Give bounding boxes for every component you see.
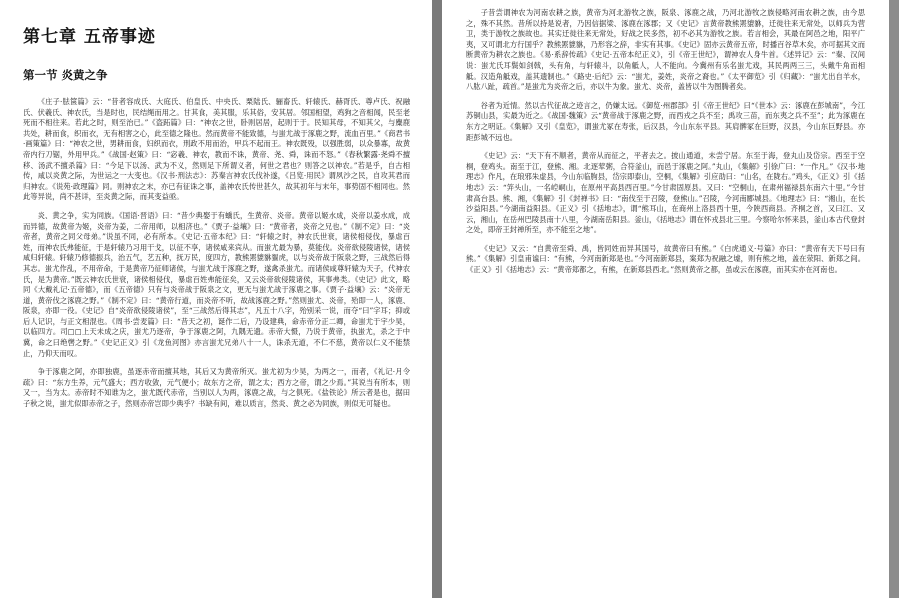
right-paragraph-2: 谷者为近情。然以古代征战之迹言之，仍嫌太远。《御览·州郡部》引《帝王世纪》曰“《世本》云：涿鹿在彭城南”，今江苏铜山县，实最为近之。《战国·魏策》云“黄帝战于涿鹿之野，而西戎之兵不至；禹攻三苗，而东夷之兵不至”；此为涿鹿在东方之明证。《集解》又引《皇览》，谓蚩尤冢在寿张，后汉县，今山东东平县。其肩髀冢在巨野，汉县，今山东巨野县。亦距彭城不远也。 (466, 100, 865, 142)
left-paragraph-2: 炎、黄之争，实为同族。《国语·晋语》曰：“昔少典娶于有蟜氏，生黄帝、炎帝。黄帝以姬水成，炎帝以姜水成，成而异德，故黄帝为姬，炎帝为姜，二帝用师，以相济也。”《贾子·益壤》曰：“黄帝者，炎帝之兄也。”《制不定》曰：“炎帝者，黄帝之同父母弟。”说虽不同，必有所本。《史记·五帝本纪》曰：“轩辕之时，神农氏世衰，诸侯相侵伐，暴虐百姓，而神农氏弗能征，于是轩辕乃习用干戈，以征不享，诸侯咸来宾从。而蚩尤最为暴，莫能伐。炎帝欲侵陵诸侯，诸侯咸归轩辕。轩辕乃修德振兵，治五气，艺五种，抚万民，度四方，教熊罴貔貅貙虎，以与炎帝战于阪泉之野，三战然后得其志。蚩尤作乱，不用帝命，于是黄帝乃征师诸侯，与蚩尤战于涿鹿之野，遂禽杀蚩尤。而诸侯咸尊轩辕为天子，代神农氏，是为黄帝。”既云神农氏世衰，诸侯相侵伐，暴虐百姓弗能征矣，又云炎帝欲侵陵诸侯，其事弗类。《史记》此文，略同《大戴礼记·五帝德》，而《五帝德》只有与炎帝战于阪泉之文，更无与蚩尤战于涿鹿之事。《贾子·益壤》云：“炎帝无道，黄帝伐之涿鹿之野。”《制不定》曰：“黄帝行道，而炎帝不听，故战涿鹿之野。”然则蚩尤、炎帝，殆即一人，涿鹿、阪泉，亦即一役。《史记》自“炎帝欲侵陵诸侯”，至“三战然后得其志”，凡五十八字，殆别采一说，而夺“曰”字耳；抑或后人记识，与正文相混也。《周书·尝麦篇》曰：“昔天之初，诞作二后，乃设建典，命赤帝分正二卿，命蚩尤于宇少昊，以临四方。司□□上天未成之庆，蚩尤乃逐帝，争于涿鹿之阿，九隅无遗。赤帝大慑，乃说于黄帝，执蚩尤，杀之于中冀，命之曰绝辔之野。”《史记正义》引《龙鱼河图》亦言蚩尤兄弟八十一人，诛杀无道，不仁不慈，黄帝以仁义不能禁止，乃仰天而叹。 (23, 210, 410, 358)
right-paragraph-1: 子昔尝谓神农为河南农耕之族，黄帝为河北游牧之族，阪泉、涿鹿之战，乃河北游牧之族侵略河南农耕之族，由今思之，殊不其然。昔所以持是说者，乃因信据梁、涿鹿在涿郡；又《史记》言黄帝教熊罴貔貅，迁徙往来无常处，以师兵为营卫，类于游牧之族故也。其实迁徙往来无常处，好战之民多然，初不必其为游牧之族。若言相会，其最在阿邑之地，阳平广夷，又可谓北方行国乎？教熊罴貔貅，乃形容之辞，非实有其事。《史记》固亦云黄帝五帝，时播百谷草木矣，亦可据其文而断黄帝为耕农之族也。《易·系辞传疏》《史记·五帝本纪正义》，引《帝王世纪》，谓神农人身牛首。《述异记》云：“秦、汉间说：蚩尤氏耳鬓如剑戟，头有角，与轩辕斗，以角觝人，人不能向。今冀州有乐名蚩尤戏，其民两两三三，头戴牛角而相觝。汉造角觝戏，盖其遗制也。”《路史·后纪》云：“蚩尤，姜姓，炎帝之裔也。”《太平御览》引《归藏》：“蚩尤出自羊水，八肱八趾，疏首。”是蚩尤为炎帝之后，亦以牛为象。蚩尤、炎帝，盖皆以牛为图腾者矣。 (466, 8, 865, 92)
right-paragraph-3: 《史记》云：“天下有不顺者，黄帝从而征之，平者去之。披山通道，未尝宁居。东至于海，登丸山及岱宗。西至于空桐，登鸡头。南至于江，登熊、湘。北逐荤粥，合符釜山，而邑于涿鹿之阿。”丸山，《集解》引徐广曰：“一作凡。”《汉书·地理志》作凡，在琅邪朱虚县，今山东临朐县，岱宗即泰山，空桐，《集解》引应劭曰：“山名，在陇右。”鸡头，《正义》引《括地志》云：“笄头山，一名崆峒山，在原州平高县西百里。”今甘肃固原县。又曰：“空桐山，在肃州福禄县东南六十里。”今甘肃高台县。熊、湘，《集解》引《封禅书》曰：“南伐至于召陵，登熊山。”召陵，今河南郾城县。《地理志》曰：“湘山，在长沙益阳县。”今湖南益阳县。《正义》引《括地志》，谓“熊耳山，在商州上洛县西十里，今陕西商县。齐桐之首，又曰江、又云，湘山，在岳州巴陵县南十八里，今湖南岳阳县。釜山，《括地志》谓在怀戎县北三里。今察哈尔怀来县，釜山本古代登封之处，即帝王封禅所至，亦不能至之地”。 (466, 151, 865, 235)
page-gutter (432, 0, 442, 598)
left-paragraph-1: 《庄子·胠箧篇》云：“昔者容成氏、大庭氏、伯皇氏、中央氏、栗陆氏、骊畜氏、轩辕氏、赫胥氏、尊卢氏、祝融氏、伏羲氏、神农氏，当是时也，民结绳而用之。甘其食，美其服，乐其俗，安其居。邻国相望，鸡狗之音相闻，民至老死而不相往来。若此之时，则至治已。”《盗跖篇》曰：“神农之世，卧则居居，起则于于。民知其母，不知其父，与麋鹿共处，耕而食，织而衣，无有相害之心，此至德之隆也。然而黄帝不能致德，与蚩尤战于涿鹿之野，流血百里。”《商君书·画策篇》曰：“神农之世，男耕而食，妇织而衣，刑政不用而治，甲兵不起而王。神农既殁，以强胜弱，以众暴寡，故黄帝内行刀锯，外用甲兵。”《战国·赵策》曰：“宓羲、神农，教而不诛，黄帝、尧、舜，诛而不怒。”《春秋繁露·尧舜不擅移、汤武不擅杀篇》曰：“今足下以汤、武为不义，然则足下所谓义者，何世之君也？则答之以神农。”若是乎，自古相传，咸以炎黄之际，为世运之一大变也。《汉书·刑法志》：苏秦言神农氏伐补遂，《吕览·用民》谓夙沙之民，自攻其君而归神农。《说苑·政理篇》同。则神农之末，亦已有征诛之事，盖神农氏传世甚久，故其初年与末年，事势固不相同也。然此等异说，尚不甚详，至炎黄之际，而其变益亟。 (23, 97, 410, 202)
right-page (442, 0, 889, 598)
viewer-scrollbar[interactable] (889, 0, 899, 598)
left-paragraph-3: 争于涿鹿之阿，亦即独鹿，虽逐赤帝而擅其地，其后又为黄帝所灭。蚩尤初为少昊，为两之一，而者，《礼记·月令疏》曰：“东方生养，元气盛大；西方收敛，元气便小；故东方之帝，谓之太；西方之帝，谓之少焉。”其说当有所本，则又一，当为太。赤帝时不知谁为之，蚩尤既代赤帝，当别以人为两，涿鹿之战，与之俱死。《盐铁论》所云者是也，据田子秋之说，蚩尤似即赤帝之子，然则赤帝岂即少典乎？书缺有间，难以质言，然炎、黄之必为同族，则似无可疑也。 (23, 367, 410, 409)
left-page (0, 0, 432, 598)
right-paragraph-4: 《史记》又云：“自黄帝至舜、禹，皆同姓而异其国号，故黄帝曰有熊。”《白虎通义·号篇》亦曰：“黄帝有天下号曰有熊。”《集解》引皇甫谧曰：“有熊，今河南新郑是也。”今河南新郑县，案郑为祝融之墟，则有熊之地，盖在荥阳、新郑之间。《正义》引《括地志》云：“黄帝郑都之，有熊，在新郑县西北。”然则黄帝之都，虽或云在涿鹿，而其实亦在河南也。 (466, 243, 865, 275)
section-title: 第一节 炎黄之争 (23, 68, 108, 82)
chapter-title: 第七章 五帝事迹 (23, 27, 156, 47)
